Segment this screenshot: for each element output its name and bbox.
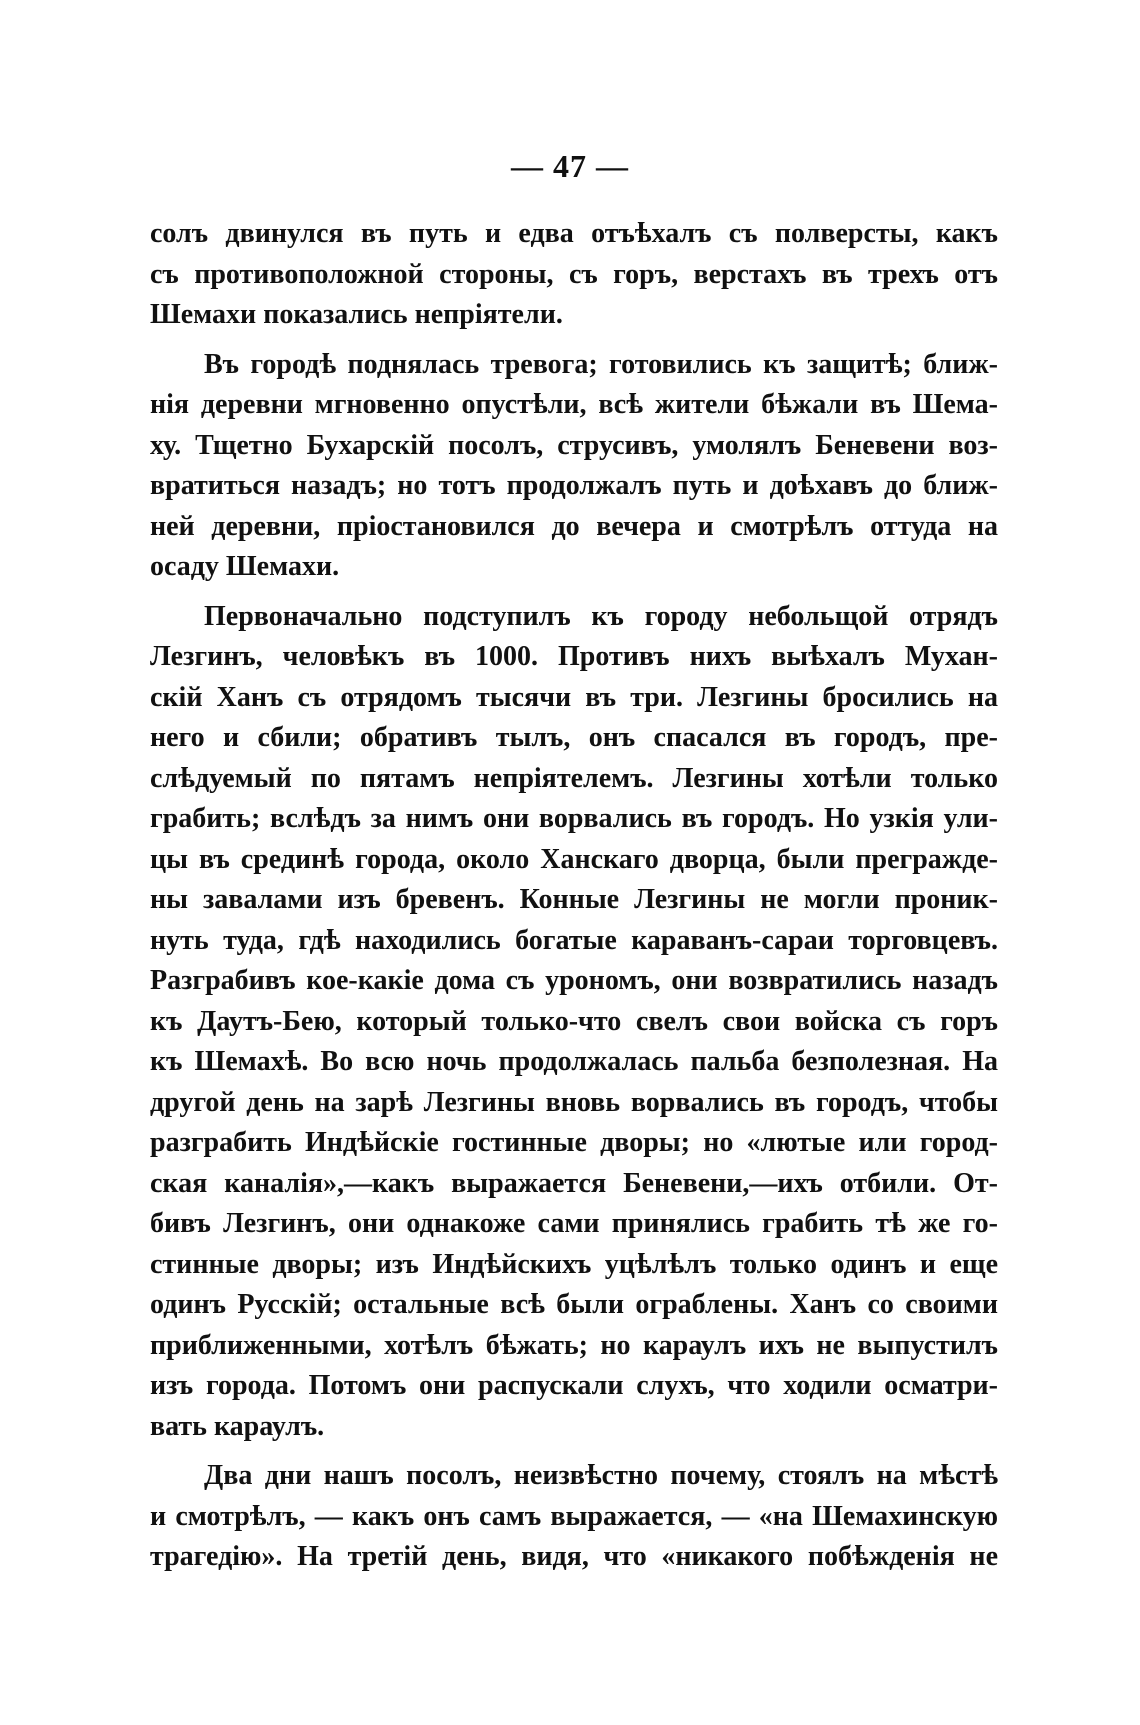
paragraph xyxy=(150,214,998,336)
text-line: нія деревни мгновенно опустѣли, всѣ жители бѣжали въ Шема- xyxy=(150,389,998,420)
text-line: ху. Тщетно Бухарскій посолъ, струсивъ, умолялъ Беневени воз- xyxy=(150,429,998,461)
text-line: грабить; вслѣдъ за нимъ они ворвались въ городъ. Но узкія ули- xyxy=(150,803,998,834)
text-line: съ противоположной стороны, съ горъ, верстахъ въ трехъ отъ xyxy=(150,258,998,290)
text-line: Шемахи показались непріятели. xyxy=(150,299,563,330)
text-line: другой день на зарѣ Лезгины вновь ворвались въ городъ, чтобы xyxy=(150,1086,998,1118)
paragraph xyxy=(150,597,998,1448)
text-line: и смотрѣлъ, — какъ онъ самъ выражается, — «на Шемахинскую xyxy=(150,1500,998,1532)
text-line: вратиться назадъ; но тотъ продолжалъ путь и доѣхавъ до ближ- xyxy=(150,470,998,501)
text-line: нуть туда, гдѣ находились богатые караванъ-сараи торговцевъ. xyxy=(150,924,998,956)
paragraph xyxy=(150,1456,998,1578)
text-line: Лезгинъ, человѣкъ въ 1000. Противъ нихъ выѣхалъ Мухан- xyxy=(150,641,998,672)
text-line: одинъ Русскій; остальные всѣ были ограблены. Ханъ со своими xyxy=(150,1289,998,1320)
text-line: Первоначально подступилъ къ городу небольщой отрядъ xyxy=(204,600,998,632)
text-line: слѣдуемый по пятамъ непріятелемъ. Лезгины хотѣли только xyxy=(150,762,998,794)
text-line: осаду Шемахи. xyxy=(150,551,340,582)
text-line: къ Шемахѣ. Во всю ночь продолжалась пальба безполезная. На xyxy=(150,1046,998,1077)
text-line: приближенными, хотѣлъ бѣжать; но караулъ ихъ не выпустилъ xyxy=(150,1329,998,1361)
text-line: солъ двинулся въ путь и едва отъѣхалъ съ полверсты, какъ xyxy=(150,218,998,249)
text-line: къ Даутъ-Бею, который только-что свелъ свои войска съ горъ xyxy=(150,1005,998,1037)
text-line: вать караулъ. xyxy=(150,1410,325,1442)
text-line: бивъ Лезгинъ, они однакоже сами принялись грабить тѣ же го- xyxy=(150,1208,998,1239)
text-line: изъ города. Потомъ они распускали слухъ, что ходили осматри- xyxy=(150,1370,998,1401)
text-line: скій Ханъ съ отрядомъ тысячи въ три. Лезгины бросились на xyxy=(150,681,998,713)
text-line: Два дни нашъ посолъ, неизвѣстно почему, стоялъ на мѣстѣ xyxy=(204,1460,998,1491)
text-line: ней деревни, пріостановился до вечера и смотрѣлъ оттуда на xyxy=(150,510,998,542)
text-line: Въ городѣ поднялась тревога; готовились къ защитѣ; ближ- xyxy=(204,348,998,380)
text-line: Разграбивъ кое-какіе дома съ урономъ, они возвратились назадъ xyxy=(150,965,998,996)
page-number: — 47 — xyxy=(511,148,629,184)
text-line: него и сбили; обративъ тылъ, онъ спасался въ городъ, пре- xyxy=(150,722,998,753)
text-line: цы въ срединѣ города, около Ханскаго дворца, были прегражде- xyxy=(150,843,998,875)
text-line: трагедію». На третій день, видя, что «никакого побѣжденія не xyxy=(150,1541,998,1572)
text-line: стинные дворы; изъ Индѣйскихъ уцѣлѣлъ только одинъ и еще xyxy=(150,1248,998,1280)
text-line: разграбить Индѣйскіе гостинные дворы; но «лютые или город- xyxy=(150,1127,998,1158)
text-line: ны завалами изъ бревенъ. Конные Лезгины не могли проник- xyxy=(150,884,998,915)
body-text xyxy=(150,214,998,1578)
paragraph xyxy=(150,345,998,588)
text-line: ская каналія»,—какъ выражается Беневени,—ихъ отбили. От- xyxy=(150,1167,998,1199)
